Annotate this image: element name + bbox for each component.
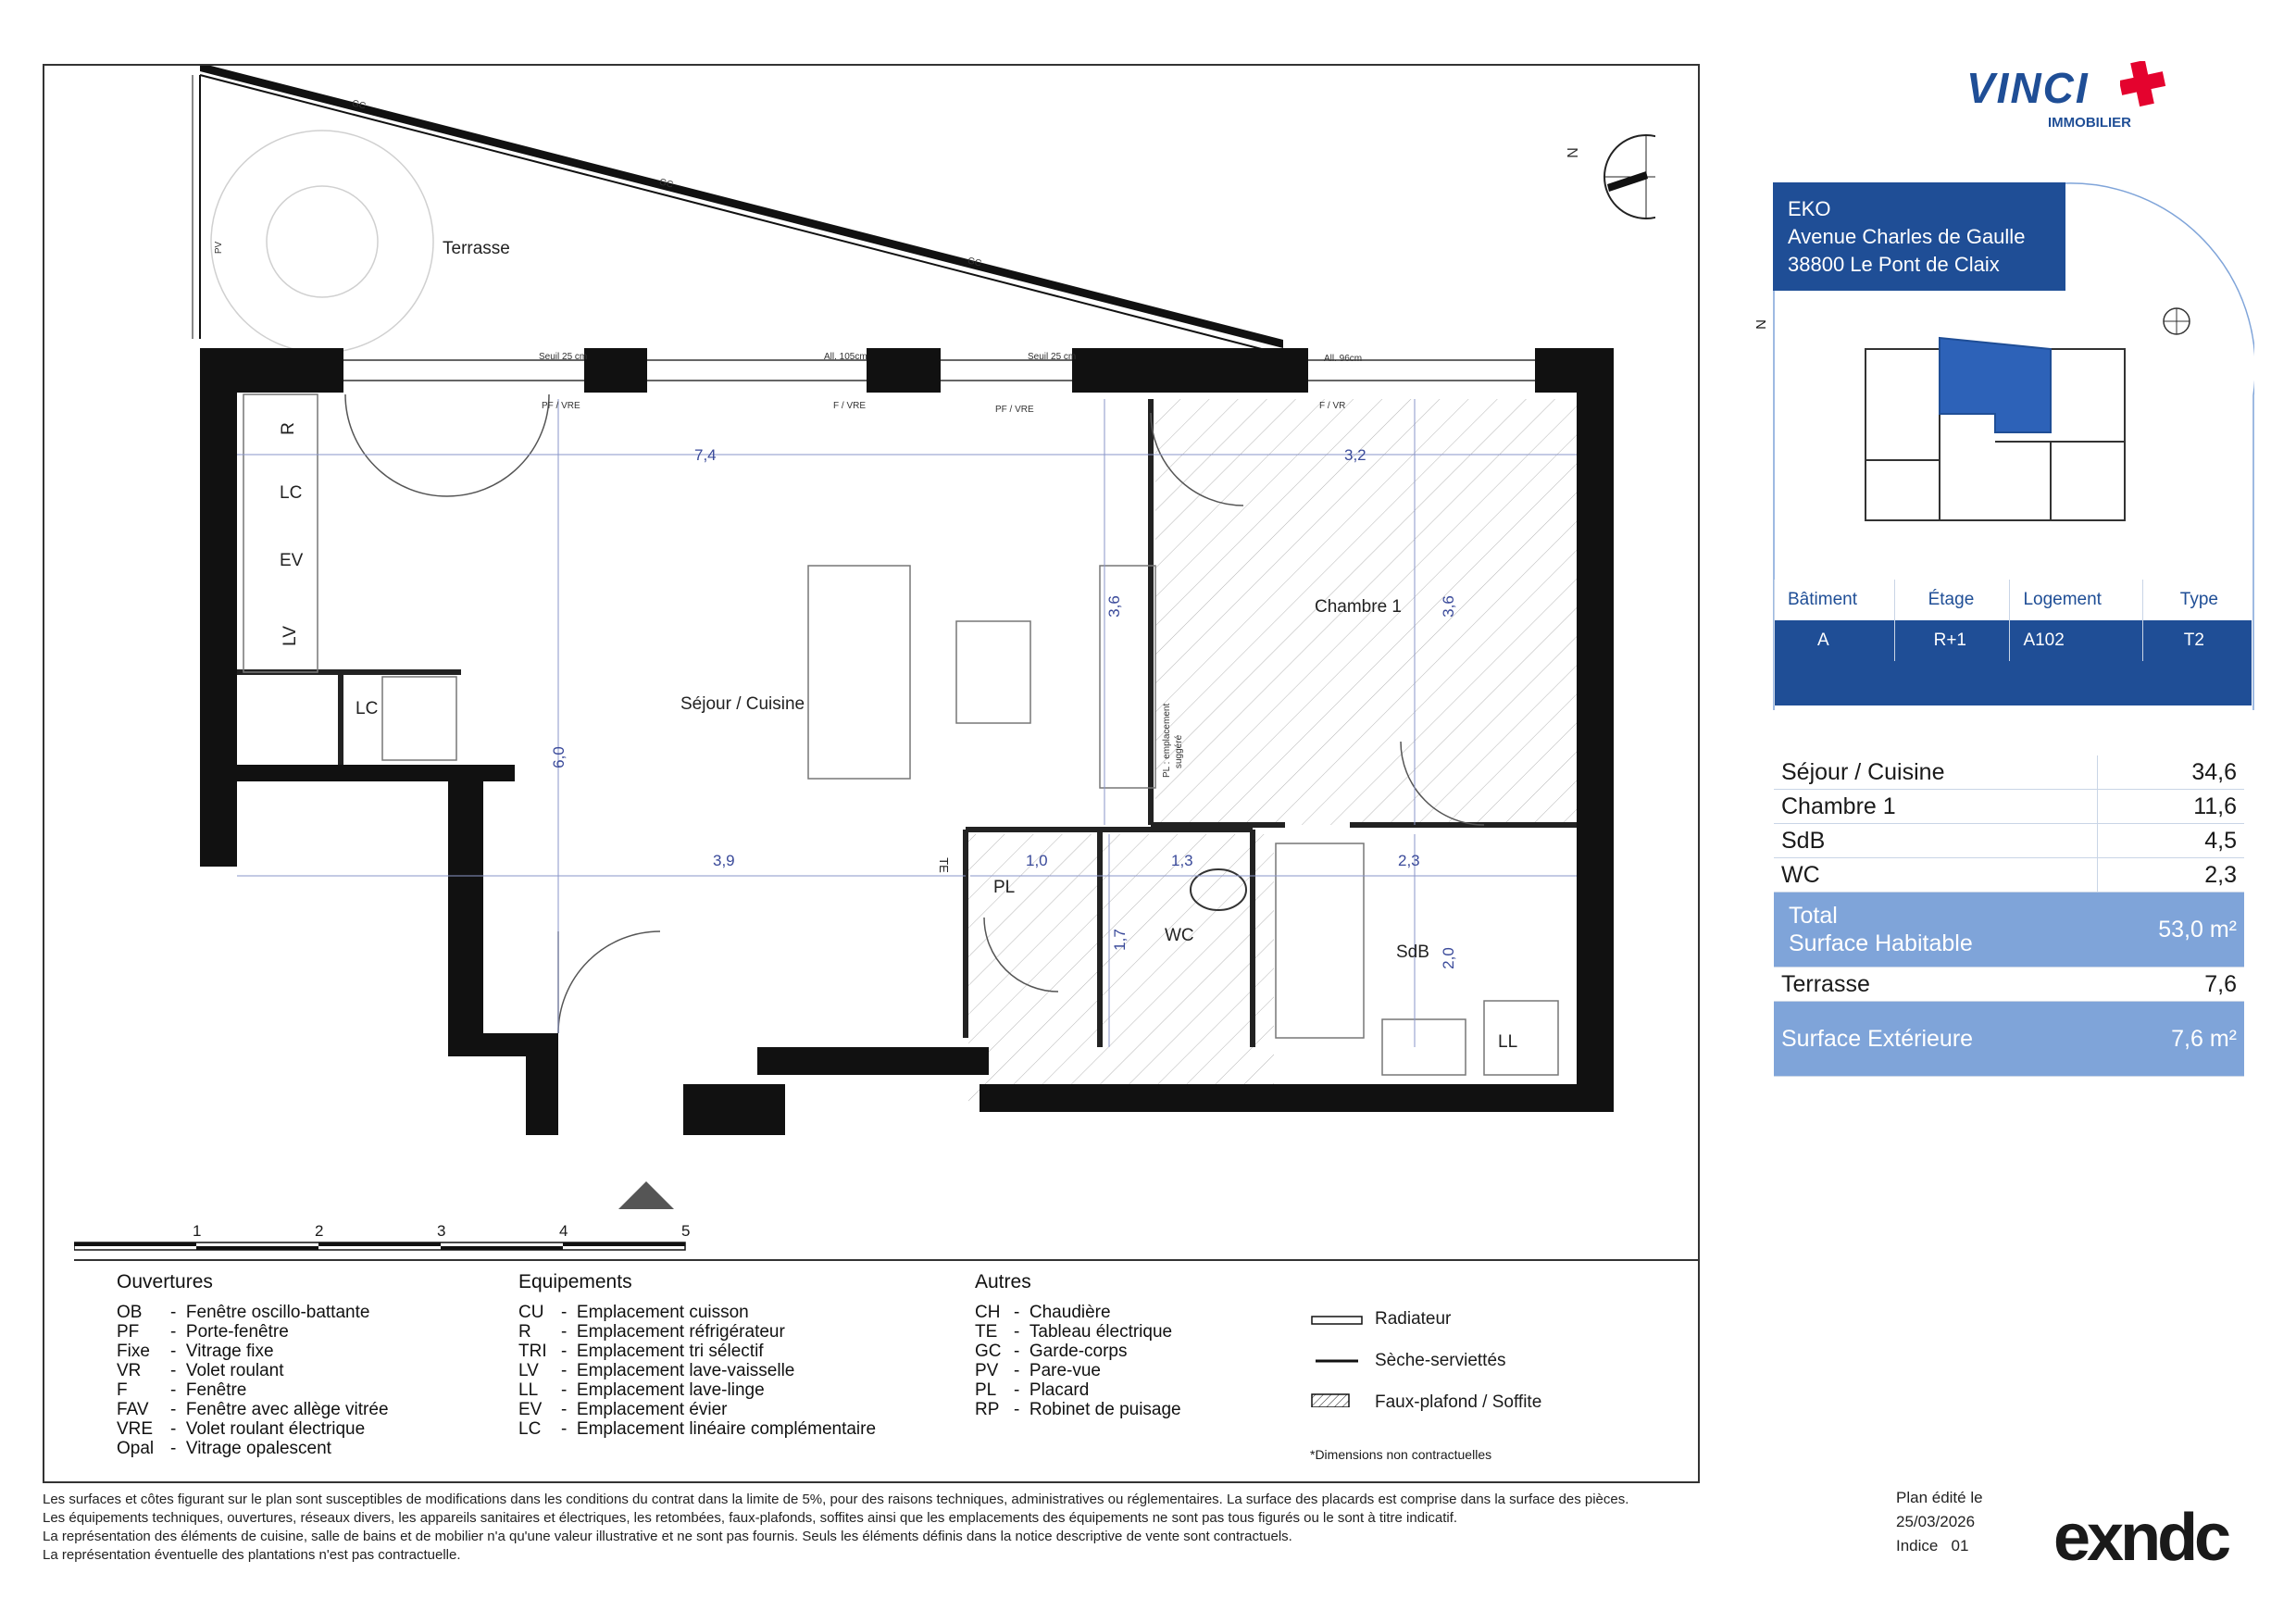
vinci-cross-icon: [2120, 61, 2166, 117]
legend-symbols: [1310, 1305, 1366, 1407]
legend-autres: [975, 1272, 1181, 1419]
legend-label: Porte-fenêtre: [185, 1322, 289, 1342]
dim-3-6-a: 3,6: [1104, 595, 1123, 618]
legend-label: Emplacement cuisson: [576, 1303, 749, 1322]
legend-separator: -: [1014, 1342, 1029, 1361]
legend-code: RP: [975, 1400, 1000, 1419]
legend-label: Vitrage opalescent: [185, 1439, 331, 1458]
surface-ext-row: [1774, 1002, 2244, 1077]
footer-disclaimer: [43, 1491, 1857, 1565]
vinci-logo-sub: IMMOBILIER: [2048, 115, 2131, 131]
surface-terrace-value: 7,6: [2098, 968, 2244, 1002]
wall-south-2: [526, 1033, 558, 1135]
surface-value: 4,5: [2098, 824, 2244, 858]
pl-suggested-2: suggéré: [1174, 734, 1184, 768]
edit-label: Plan édité le: [1896, 1489, 1983, 1506]
meta-type: T2: [2142, 620, 2252, 661]
tag-all-2: All. 96cm: [1324, 354, 1363, 364]
legend-item: [975, 1303, 1181, 1322]
room-lc-1: LC: [280, 483, 303, 503]
legend-code: CU: [518, 1303, 544, 1322]
legend-code: OB: [117, 1303, 143, 1322]
radiator-icon: [1312, 1317, 1362, 1324]
legend-item: [518, 1303, 876, 1322]
legend-faux-plafond: Faux-plafond / Soffite: [1375, 1392, 1542, 1412]
meta-header-batiment: Bâtiment: [1775, 580, 1895, 620]
legend-item: [117, 1303, 389, 1322]
legend-separator: -: [561, 1342, 577, 1361]
vinci-logo-text: VINCI: [1966, 64, 2090, 112]
legend-separator: -: [170, 1303, 186, 1322]
wall-north-3: [867, 348, 941, 393]
meta-empty-row: [1775, 661, 2252, 705]
meta-table: [1774, 580, 2252, 705]
exndc-logo: exndc: [2053, 1501, 2228, 1575]
surface-label: Séjour / Cuisine: [1774, 755, 2098, 790]
dim-2-0: 2,0: [1439, 947, 1457, 969]
surface-row: [1774, 755, 2244, 790]
meta-etage: R+1: [1894, 620, 2010, 661]
legend-code: Fixe: [117, 1342, 150, 1361]
surface-row: [1774, 790, 2244, 824]
footer-line-4: La représentation éventuelle des plantations n'est pas contractuelle.: [43, 1547, 461, 1563]
room-te: TE: [936, 857, 951, 873]
wall-east: [1577, 348, 1614, 1112]
legend-item: [975, 1322, 1181, 1342]
legend-divider: [74, 1259, 1700, 1261]
room-sejour: Séjour / Cuisine: [680, 694, 805, 714]
tag-pv: PV: [214, 241, 225, 255]
legend-separator: -: [561, 1361, 577, 1380]
surface-value: 34,6: [2098, 755, 2244, 790]
wall-north-2: [584, 348, 647, 393]
legend-code: CH: [975, 1303, 1001, 1322]
tag-seuil-2: Seuil 25 cm: [1028, 352, 1077, 362]
legend-item: [117, 1361, 389, 1380]
legend-label: Fenêtre oscillo-battante: [185, 1303, 370, 1322]
legend-label: Emplacement lave-linge: [576, 1380, 765, 1400]
dim-1-7: 1,7: [1110, 929, 1129, 951]
legend-separator: -: [561, 1322, 577, 1342]
tag-pfvre-2: PF / VRE: [995, 405, 1034, 415]
project-address-1: Avenue Charles de Gaulle: [1788, 225, 2026, 248]
legend-item: [117, 1380, 389, 1400]
legend-label: Placard: [1029, 1380, 1090, 1400]
room-chambre: Chambre 1: [1315, 597, 1402, 617]
legend-separator: -: [1014, 1361, 1029, 1380]
meta-logement: A102: [2010, 620, 2142, 661]
legend-label: Robinet de puisage: [1029, 1400, 1181, 1419]
surface-ext-label: Surface Extérieure: [1774, 1002, 2098, 1077]
wall-south-5: [980, 1084, 1614, 1112]
legend-separator: -: [170, 1361, 186, 1380]
legend-separator: -: [561, 1380, 577, 1400]
meta-values-row: [1775, 620, 2252, 661]
legend-label: Emplacement tri sélectif: [576, 1342, 764, 1361]
legend-separator: -: [1014, 1380, 1029, 1400]
legend-separator: -: [1014, 1303, 1029, 1322]
dim-2-3: 2,3: [1398, 852, 1420, 869]
wall-south-3: [683, 1084, 785, 1135]
legend-separator: -: [170, 1419, 186, 1439]
legend-label: Volet roulant électrique: [185, 1419, 366, 1439]
legend-seche-serviette: Sèche-serviettés: [1375, 1351, 1506, 1370]
tag-gc-2: GC: [657, 177, 675, 191]
legend-separator: -: [170, 1342, 186, 1361]
surface-total-value: 53,0 m²: [2098, 893, 2244, 968]
legend-code: PV: [975, 1361, 999, 1380]
legend-separator: -: [561, 1303, 577, 1322]
tag-fvr: F / VR: [1319, 401, 1346, 411]
meta-header-logement: Logement: [2010, 580, 2142, 620]
terrace-plant: [211, 131, 433, 353]
legend-radiateur: Radiateur: [1375, 1309, 1452, 1329]
scale-bar: [74, 1222, 694, 1259]
room-pl: PL: [993, 878, 1016, 897]
legend-item: [975, 1342, 1181, 1361]
legend-autres-title: Autres: [975, 1271, 1031, 1292]
legend-ouvertures-title: Ouvertures: [117, 1271, 213, 1292]
legend-item: [518, 1400, 876, 1419]
wall-south-4: [757, 1047, 989, 1075]
legend-label: Pare-vue: [1029, 1361, 1101, 1380]
edit-info: [1896, 1486, 1983, 1558]
surface-table: [1774, 755, 2244, 1077]
surface-total-row: [1774, 893, 2244, 968]
tag-all-1: All. 105cm: [824, 352, 867, 362]
room-terrasse: Terrasse: [443, 239, 510, 258]
legend-label: Emplacement évier: [576, 1400, 728, 1419]
legend-label: Emplacement linéaire complémentaire: [576, 1419, 877, 1439]
indice-label: Indice: [1896, 1537, 1939, 1554]
legend-separator: -: [170, 1322, 186, 1342]
footer-line-3: La représentation des éléments de cuisine, salle de bains et de mobilier n'a qu'une valeur illustrative et ne sont pas fournis. Seuls les éléments définis dans la notice descriptive de vente sont contractuels.: [43, 1529, 1292, 1544]
dim-7-4: 7,4: [694, 446, 717, 464]
project-address-2: 38800 Le Pont de Claix: [1788, 253, 2000, 276]
legend-code: LC: [518, 1419, 542, 1439]
legend-code: LV: [518, 1361, 539, 1380]
legend-item: [975, 1380, 1181, 1400]
legend-item: [518, 1361, 876, 1380]
pl-suggested-1: PL : emplacement: [1162, 703, 1172, 778]
meta-header-type: Type: [2142, 580, 2252, 620]
legend-code: TRI: [518, 1342, 547, 1361]
legend-item: [518, 1342, 876, 1361]
dim-1-0: 1,0: [1026, 852, 1048, 869]
legend-label: Vitrage fixe: [185, 1342, 274, 1361]
scale-3: 3: [437, 1222, 446, 1240]
legend-code: FAV: [117, 1400, 149, 1419]
legend-note: *Dimensions non contractuelles: [1310, 1447, 1492, 1462]
legend-code: F: [117, 1380, 128, 1400]
soffite-wc: [968, 834, 1274, 1103]
room-ev: EV: [280, 551, 304, 570]
legend-separator: -: [1014, 1322, 1029, 1342]
scale-5: 5: [681, 1222, 691, 1240]
legend-item: [518, 1380, 876, 1400]
meta-batiment: A: [1775, 620, 1895, 661]
legend-item: [117, 1322, 389, 1342]
north-label: N: [1565, 147, 1581, 158]
legend-label: Fenêtre avec allège vitrée: [185, 1400, 389, 1419]
surface-label: WC: [1774, 858, 2098, 893]
legend-label: Tableau électrique: [1029, 1322, 1173, 1342]
legend-label: Emplacement réfrigérateur: [576, 1322, 785, 1342]
legend-equipements-title: Equipements: [518, 1271, 632, 1292]
scale-2: 2: [315, 1222, 324, 1240]
edit-date: 25/03/2026: [1896, 1513, 1976, 1530]
legend-code: PL: [975, 1380, 997, 1400]
legend-label: Emplacement lave-vaisselle: [576, 1361, 795, 1380]
legend-item: [975, 1361, 1181, 1380]
tag-gc-1: GC: [350, 98, 368, 112]
surface-ext-value: 7,6 m²: [2098, 1002, 2244, 1077]
dim-3-2: 3,2: [1344, 446, 1366, 464]
key-plan-north-label: N: [1753, 319, 1769, 330]
footer-line-2: Les équipements techniques, ouvertures, réseaux divers, les appareils sanitaires et électriques, les retombées, faux-plafonds, soffites ainsi que les emplacements des équipements ne sont pas tous figurés ou le sont à titre indicatif.: [43, 1510, 1458, 1526]
legend-label: Fenêtre: [185, 1380, 247, 1400]
legend-ouvertures: [117, 1272, 389, 1458]
footer-line-1: Les surfaces et côtes figurant sur le plan sont susceptibles de modifications dans les conditions du contrat dans la limite de 5%, pour des raisons techniques, administratives ou réglementaires. La surface des placards est comprise dans la surface des pièces.: [43, 1492, 1629, 1507]
legend-separator: -: [170, 1439, 186, 1458]
soffite-icon: [1312, 1394, 1349, 1407]
surface-row: [1774, 858, 2244, 893]
legend-code: VR: [117, 1361, 142, 1380]
legend-item: [975, 1400, 1181, 1419]
surface-row: [1774, 824, 2244, 858]
legend-label: Garde-corps: [1029, 1342, 1128, 1361]
meta-header-etage: Étage: [1894, 580, 2010, 620]
surface-total-label-1: Total: [1789, 903, 1838, 929]
key-plan-highlight: [1940, 338, 2051, 432]
legend-item: [117, 1439, 389, 1458]
legend-code: TE: [975, 1322, 998, 1342]
wall-west: [200, 348, 237, 867]
surface-value: 11,6: [2098, 790, 2244, 824]
legend-separator: -: [170, 1400, 186, 1419]
legend-item: [117, 1342, 389, 1361]
tag-gc-3: GC: [966, 256, 983, 269]
legend-code: PF: [117, 1322, 140, 1342]
indice-value: 01: [1951, 1537, 1969, 1554]
legend-separator: -: [170, 1380, 186, 1400]
room-lv: LV: [280, 626, 300, 646]
surface-label: Chambre 1: [1774, 790, 2098, 824]
legend-separator: -: [561, 1400, 577, 1419]
tag-seuil-1: Seuil 25 cm: [539, 352, 588, 362]
legend-separator: -: [561, 1419, 577, 1439]
wall-west-lower: [448, 765, 483, 1047]
dim-3-6-b: 3,6: [1439, 595, 1457, 618]
surface-value: 2,3: [2098, 858, 2244, 893]
wall-north-4: [1072, 348, 1308, 393]
dim-6-0: 6,0: [549, 746, 568, 768]
legend-separator: -: [1014, 1400, 1029, 1419]
legend-equipements: [518, 1272, 876, 1439]
room-wc: WC: [1165, 926, 1194, 945]
legend-code: GC: [975, 1342, 1002, 1361]
entrance-marker: [618, 1181, 674, 1209]
dim-3-9: 3,9: [713, 852, 735, 869]
legend-code: LL: [518, 1380, 539, 1400]
dim-1-3: 1,3: [1171, 852, 1193, 869]
project-name: EKO: [1788, 197, 1831, 220]
legend-label: Chaudière: [1029, 1303, 1111, 1322]
legend-item: [518, 1419, 876, 1439]
legend-code: VRE: [117, 1419, 154, 1439]
legend-item: [117, 1400, 389, 1419]
legend-item: [518, 1322, 876, 1342]
tag-fvre: F / VRE: [833, 401, 867, 411]
tag-pfvre-1: PF / VRE: [542, 401, 580, 411]
surface-total-label-2: Surface Habitable: [1789, 930, 1973, 956]
meta-header-row: [1775, 580, 2252, 620]
legend-code: EV: [518, 1400, 543, 1419]
scale-4: 4: [559, 1222, 568, 1240]
vinci-logo: [1966, 63, 2131, 131]
scale-1: 1: [193, 1222, 202, 1240]
surface-terrace-row: [1774, 968, 2244, 1002]
surface-label: SdB: [1774, 824, 2098, 858]
room-lc-2: LC: [356, 699, 379, 718]
legend-code: Opal: [117, 1439, 155, 1458]
legend-item: [117, 1419, 389, 1439]
room-sdb: SdB: [1396, 943, 1429, 962]
legend-label: Volet roulant: [185, 1361, 284, 1380]
legend-code: R: [518, 1322, 531, 1342]
room-r: R: [278, 422, 298, 435]
room-ll: LL: [1498, 1032, 1518, 1052]
surface-terrace-label: Terrasse: [1774, 968, 2098, 1002]
